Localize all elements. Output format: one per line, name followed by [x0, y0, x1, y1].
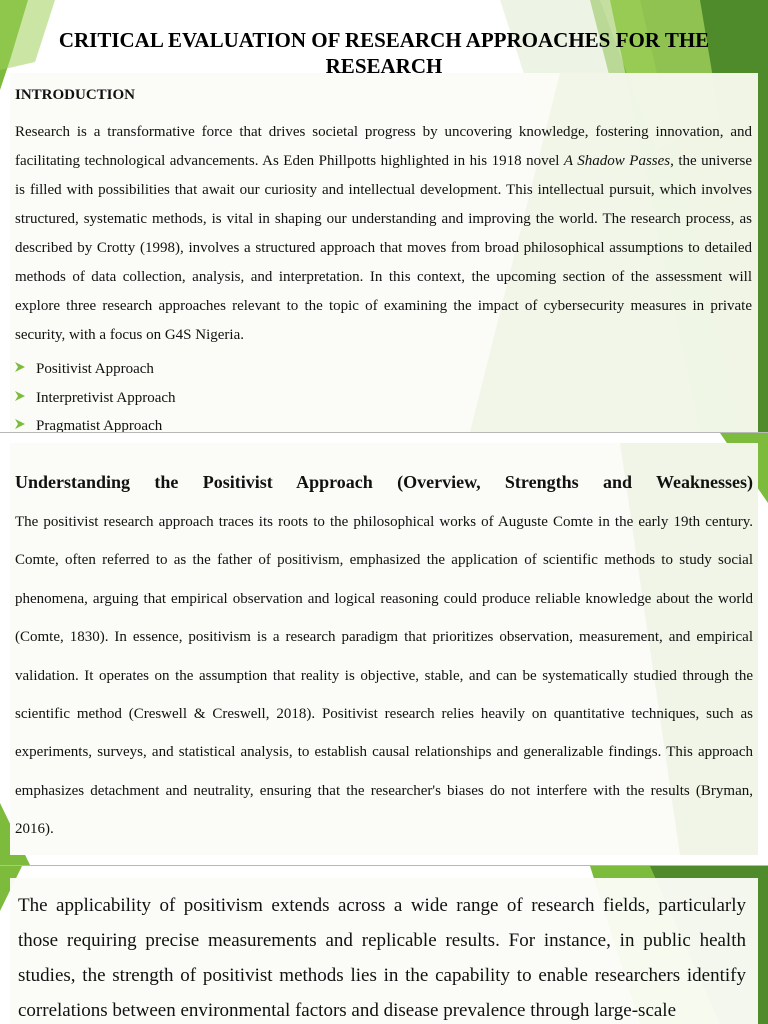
document-title: CRITICAL EVALUATION OF RESEARCH APPROACHES FOR THE RESEARCH — [58, 28, 710, 78]
positivist-paragraph: The positivist research approach traces its roots to the philosophical works of Auguste Comte in the early 19th century. Comte, often referred to as the father of positivism, emphasized the application of scientific methods to study social phenomena, arguing that empirical observation and logical reasoning could produce reliable knowledge about the world (Comte, 1830). In essence, positivism is a research paradigm that prioritizes observation, measurement, and empirical validation. It operates on the assumption that reality is objective, stable, and can be systematically studied through the scientific method (Creswell & Creswell, 2018). Positivist research relies heavily on quantitative techniques, such as experiments, surveys, and statistical analysis, to establish causal relationships and generalizable findings. This approach emphasizes detachment and neutrality, ensuring that the researcher's biases do not interfere with the results (Bryman, 2016). — [15, 514, 753, 838]
arrow-bullet-icon — [15, 419, 25, 429]
arrow-bullet-icon — [15, 362, 25, 372]
introduction-heading: INTRODUCTION — [15, 87, 136, 103]
applicability-paragraph: The applicability of positivism extends across a wide range of research fields, particularly those requiring precise measurements and replicable results. For instance, in public health studies, the strength of positivist methods lies in the capability to enable researchers identify correlations between environmental factors and disease prevalence through large-scale — [18, 895, 746, 1021]
arrow-bullet-icon — [15, 391, 25, 401]
approach-list — [15, 355, 176, 432]
slide-introduction — [0, 0, 768, 432]
list-item: Interpretivist Approach — [15, 384, 176, 413]
slide-applicability — [0, 866, 768, 1024]
list-item: Positivist Approach — [15, 355, 176, 384]
book-title: A Shadow Passes — [563, 153, 671, 169]
introduction-paragraph: Research is a transformative force that drives societal progress by uncovering knowledge, fostering innovation, and facilitating technological advancements. As Eden Phillpotts highlighted in his 1918 novel A Shadow Passes, the universe is filled with possibilities that await our curiosity and intellectual development. This intellectual pursuit, which involves structured, systematic methods, is vital in shaping our understanding and improving the world. The research process, as described by Crotty (1998), involves a structured approach that moves from broad philosophical assumptions to detailed methods of data collection, analysis, and interpretation. In this context, the upcoming section of the assessment will explore three research approaches relevant to the topic of examining the impact of cybersecurity measures in private security, with a focus on G4S Nigeria. — [15, 124, 752, 343]
list-item: Pragmatist Approach — [15, 412, 176, 432]
slide-positivist — [0, 433, 768, 865]
positivist-heading: Understanding the Positivist Approach (Overview, Strengths and Weaknesses) — [15, 472, 753, 492]
